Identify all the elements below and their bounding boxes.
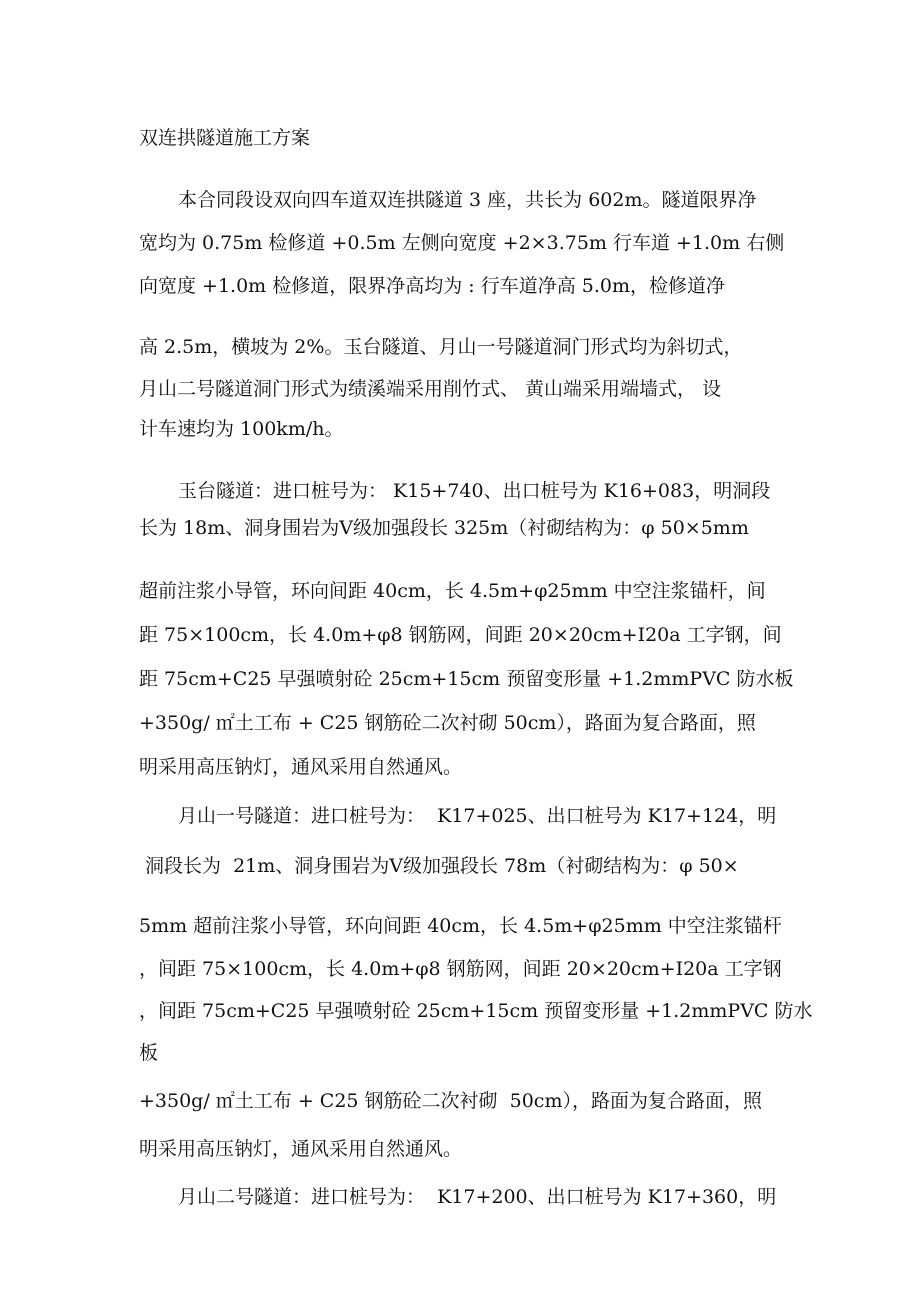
text-line: 板 [139, 1042, 159, 1064]
text-line: 洞段长为 21m、洞身围岩为Ⅴ级加强段长 78m（衬砌结构为：φ 50× [145, 855, 739, 877]
text-line: 距 75cm+C25 早强喷射砼 25cm+15cm 预留变形量 +1.2mmPVC 防水板 [139, 668, 794, 690]
text-line: 5mm 超前注浆小导管，环向间距 40cm，长 4.5m+φ25mm 中空注浆锚杆 [139, 915, 782, 937]
text-line: 本合同段设双向四车道双连拱隧道 3 座，共长为 602m。隧道限界净 [178, 189, 757, 211]
text-line: 长为 18m、洞身围岩为Ⅴ级加强段长 325m（衬砌结构为：φ 50×5mm [139, 517, 749, 539]
text-line: 计车速均为 100km/h。 [139, 418, 344, 440]
text-line: +350g/ ㎡土工布 + C25 钢筋砼二次衬砌 50cm），路面为复合路面，照 [139, 1090, 762, 1112]
text-line: 玉台隧道：进口桩号为： K15+740、出口桩号为 K16+083，明洞段 [178, 480, 771, 502]
text-line: 高 2.5m，横坡为 2%。玉台隧道、月山一号隧道洞门形式均为斜切式， [139, 336, 743, 358]
text-line: 月山二号隧道：进口桩号为： K17+200、出口桩号为 K17+360，明 [178, 1186, 777, 1208]
text-line: 明采用高压钠灯，通风采用自然通风。 [139, 1138, 463, 1160]
text-line: 向宽度 +1.0m 检修道，限界净高均为 : 行车道净高 5.0m，检修道净 [139, 275, 725, 297]
text-line: +350g/ ㎡土工布 + C25 钢筋砼二次衬砌 50cm），路面为复合路面，照 [139, 712, 756, 734]
text-line: 月山一号隧道：进口桩号为： K17+025、出口桩号为 K17+124，明 [178, 805, 777, 827]
text-line: 超前注浆小导管，环向间距 40cm，长 4.5m+φ25mm 中空注浆锚杆，间 [139, 580, 766, 602]
text-line: ，间距 75cm+C25 早强喷射砼 25cm+15cm 预留变形量 +1.2mmPVC 防水 [139, 1000, 813, 1022]
text-line: 距 75×100cm，长 4.0m+φ8 钢筋网，间距 20×20cm+I20a 工字钢，间 [139, 624, 782, 646]
text-line: 月山二号隧道洞门形式为绩溪端采用削竹式、 黄山端采用端墙式， 设 [139, 378, 722, 400]
text-line: ，间距 75×100cm，长 4.0m+φ8 钢筋网，间距 20×20cm+I20a 工字钢 [139, 958, 782, 980]
document-title: 双连拱隧道施工方案 [139, 127, 311, 149]
text-line: 宽均为 0.75m 检修道 +0.5m 左侧向宽度 +2×3.75m 行车道 +1.0m 右侧 [139, 232, 785, 254]
text-line: 明采用高压钠灯，通风采用自然通风。 [139, 756, 463, 778]
